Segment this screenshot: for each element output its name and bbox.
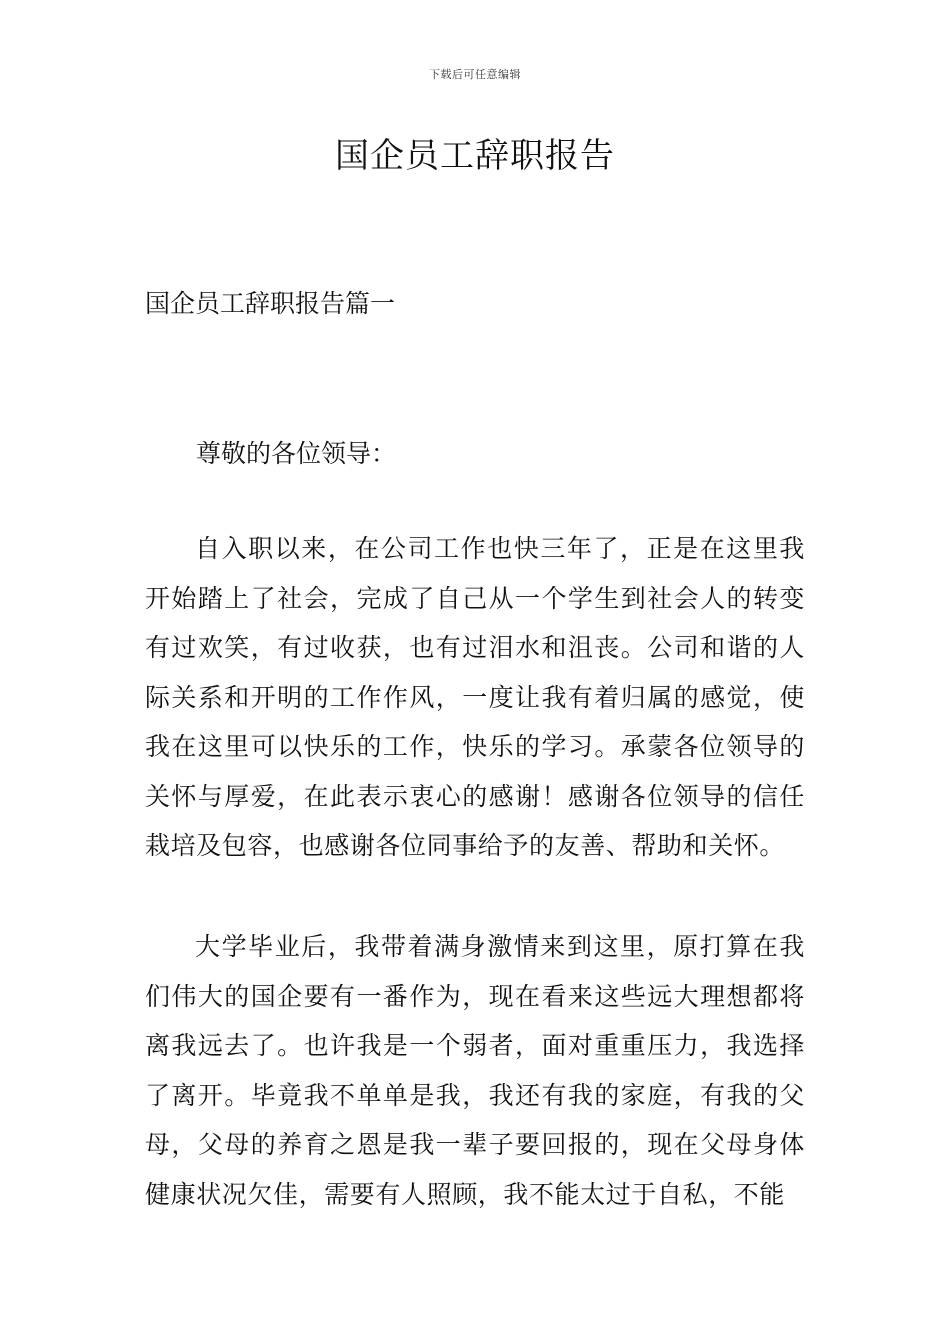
body-paragraph: 大学毕业后，我带着满身激情来到这里，原打算在我们伟大的国企要有一番作为，现在看来这些远大理想都将离我远去了。也许我是一个弱者，面对重重压力，我选择了离开。毕竟我不单单是我，我还有我的家庭，有我的父母，父母的养育之恩是我一辈子要回报的，现在父母身体健康状况欠佳，需要有人照顾，我不能太过于自私，不能 (145, 932, 805, 1209)
section-heading: 国企员工辞职报告篇一 (145, 289, 396, 318)
salutation: 尊敬的各位领导： (196, 439, 397, 468)
body-paragraph: 自入职以来，在公司工作也快三年了，正是在这里我开始踏上了社会，完成了自己从一个学生到社会人的转变有过欢笑，有过收获，也有过泪水和沮丧。公司和谐的人际关系和开明的工作作风，一度让我有着归属的感觉，使我在这里可以快乐的工作，快乐的学习。承蒙各位领导的关怀与厚爱，在此表示衷心的感谢！感谢各位领导的信任栽培及包容，也感谢各位同事给予的友善、帮助和关怀。 (145, 534, 805, 860)
document-title: 国企员工辞职报告 (335, 136, 615, 176)
header-note: 下载后可任意编辑 (429, 68, 521, 81)
